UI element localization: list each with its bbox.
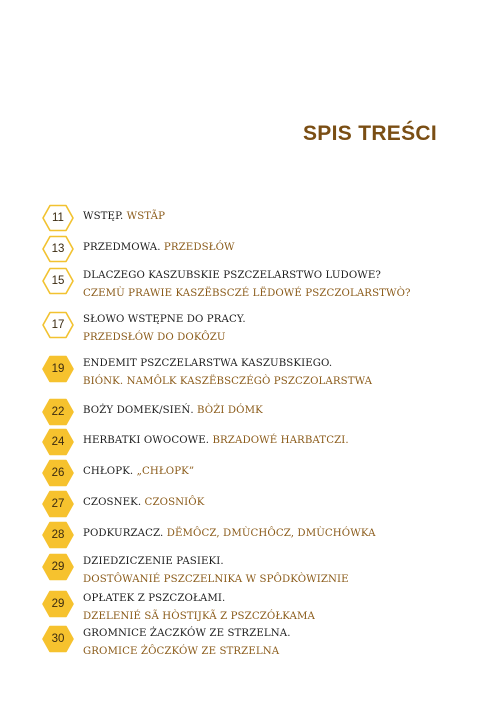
toc-entry[interactable] [42, 625, 462, 661]
hexagon-icon [42, 355, 74, 383]
page-number: 22 [51, 406, 65, 418]
page-number: 26 [51, 467, 65, 479]
kashubian-title: WSTÃP [126, 211, 166, 222]
kashubian-title: GROMICE ŻÔCZKÓW ZE STRZELNA [83, 646, 280, 657]
polish-title: CZOSNEK. [83, 497, 145, 508]
hexagon-icon [42, 521, 74, 549]
page-number: 13 [51, 243, 65, 255]
kashubian-title: DOSTÔWANIÉ PSZCZELNIKA W SPÔDKÒWIZNIE [83, 574, 349, 585]
page-number: 29 [51, 598, 65, 610]
hexagon-icon [42, 625, 74, 653]
toc-entry[interactable] [42, 267, 462, 303]
kashubian-title: DËMÔCZ, DMÙCHÔCZ, DMÙCHÓWKA [166, 528, 376, 539]
kashubian-title: CZOSNIÔK [144, 497, 205, 508]
entry-title-line [83, 270, 381, 281]
toc-entry[interactable] [42, 459, 462, 487]
kashubian-title: „CHŁOPK” [136, 466, 195, 477]
toc-entry[interactable] [42, 553, 462, 589]
hexagon-icon [42, 204, 74, 232]
page-number: 11 [52, 212, 64, 224]
toc-entry[interactable] [42, 355, 462, 391]
kashubian-title: BIÓNK. NAMÔLK KASZËBSCZÉGÒ PSZCZOLARSTWA [83, 376, 373, 387]
toc-entry[interactable] [42, 490, 462, 518]
polish-title: GROMNICE ŻACZKÓW ZE STRZELNA. [83, 628, 291, 639]
toc-entry[interactable] [42, 235, 462, 263]
toc-entry[interactable] [42, 204, 462, 232]
polish-title: DZIEDZICZENIE PASIEKI. [83, 556, 224, 567]
toc-entry[interactable] [42, 398, 462, 426]
page-number: 17 [51, 319, 65, 331]
polish-title: PRZEDMOWA. [83, 242, 164, 253]
entry-title-line [83, 314, 246, 325]
polish-title: HERBATKI OWOCOWE. [83, 435, 213, 446]
polish-title: BOŻY DOMEK/SIEŃ. [83, 405, 198, 416]
hexagon-icon [42, 590, 74, 618]
polish-title: PODKURZACZ. [83, 528, 167, 539]
toc-entry[interactable] [42, 428, 462, 456]
polish-title: CHŁOPK. [83, 466, 137, 477]
entry-title-line [83, 405, 263, 416]
entry-title-line [83, 358, 332, 369]
kashubian-title: CZEMÙ PRAWIE KASZËBSCZÉ LËDOWÉ PSZCZOLARSTWÒ? [83, 288, 411, 299]
hexagon-icon [42, 459, 74, 487]
hexagon-icon [42, 267, 74, 295]
page-number: 15 [51, 275, 65, 287]
kashubian-title: DZELENIÉ SÃ HÒSTIJKÃ Z PSZCZÓŁKAMA [83, 611, 315, 622]
entry-title-line [83, 528, 376, 539]
toc-entry[interactable] [42, 311, 462, 347]
entry-title-line [83, 497, 204, 508]
toc-entry[interactable] [42, 521, 462, 549]
page-number: 28 [51, 529, 65, 541]
entry-title-line [83, 435, 349, 446]
entry-title-line [83, 556, 224, 567]
kashubian-title: PRZEDSŁÓW [163, 242, 235, 253]
entry-title-line [83, 628, 291, 639]
kashubian-title: PRZEDSŁÓW DO DOKÔZU [83, 332, 226, 343]
polish-title: DLACZEGO KASZUBSKIE PSZCZELARSTWO LUDOWE? [83, 270, 381, 281]
hexagon-icon [42, 235, 74, 263]
entry-title-line [83, 466, 194, 477]
polish-title: OPŁATEK Z PSZCZOŁAMI. [83, 593, 226, 604]
entry-title-line [83, 593, 225, 604]
page-title: SPIS TREŚCI [303, 122, 437, 145]
page-number: 27 [51, 498, 65, 510]
hexagon-icon [42, 553, 74, 581]
polish-title: SŁOWO WSTĘPNE DO PRACY. [83, 314, 246, 325]
kashubian-title: BRZADOWÉ HARBATCZI. [212, 435, 349, 446]
entry-title-line [83, 242, 235, 253]
hexagon-icon [42, 428, 74, 456]
page-number: 19 [51, 363, 65, 375]
polish-title: ENDEMIT PSZCZELARSTWA KASZUBSKIEGO. [83, 358, 333, 369]
toc-entry[interactable] [42, 590, 462, 626]
kashubian-title: BÒŻI DÓMK [197, 405, 263, 416]
hexagon-icon [42, 490, 74, 518]
page-number: 29 [51, 561, 65, 573]
page-number: 24 [51, 436, 65, 448]
page-number: 30 [51, 633, 65, 645]
hexagon-icon [42, 311, 74, 339]
entry-title-line [83, 211, 165, 222]
hexagon-icon [42, 398, 74, 426]
polish-title: WSTĘP. [83, 211, 127, 222]
